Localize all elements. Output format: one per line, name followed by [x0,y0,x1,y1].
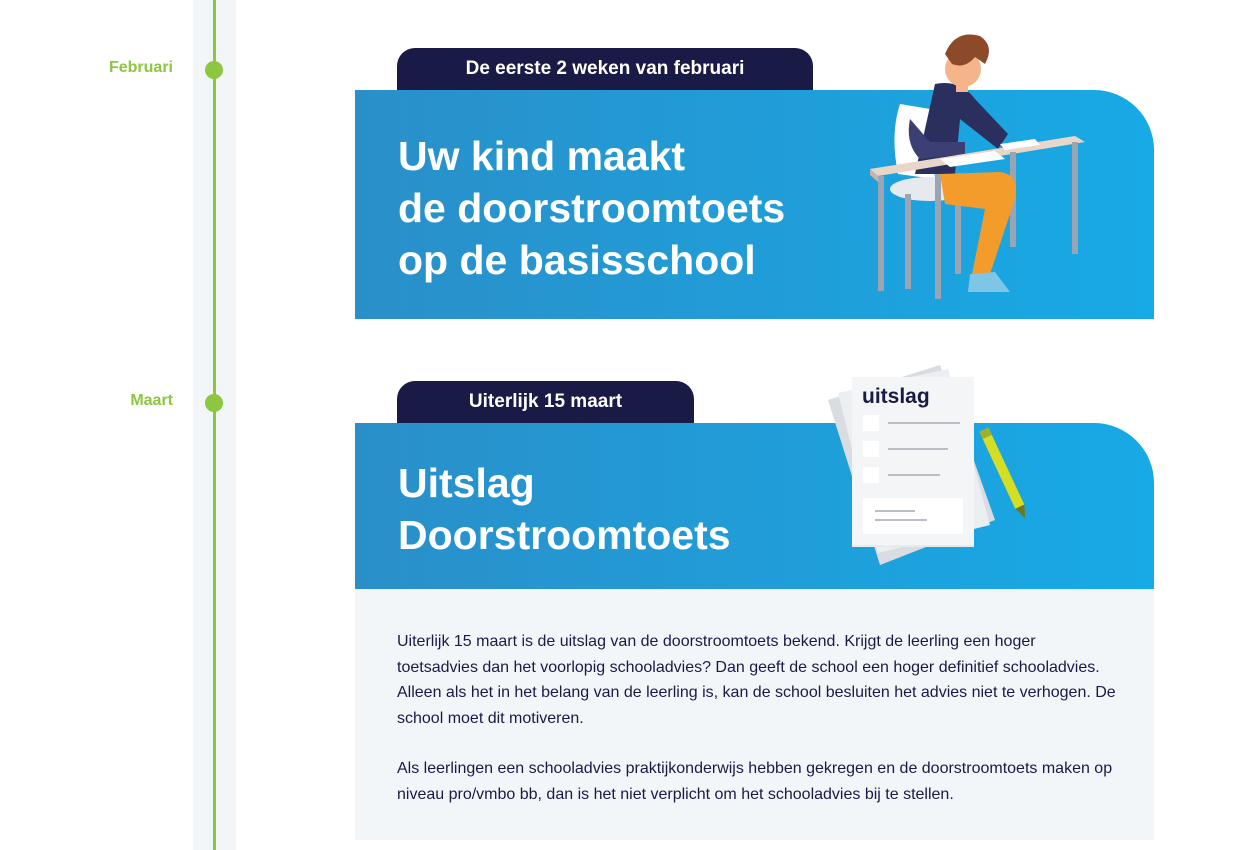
student-at-desk-illustration [860,24,1100,304]
title-line: Uw kind maakt [398,133,686,179]
timeline-dot-februari [205,61,223,79]
card-title-uitslag [398,457,731,561]
explanation-panel [355,589,1154,840]
paragraph-uitslag: Uiterlijk 15 maart is de uitslag van de doorstroomtoets bekend. Krijgt de leerling een hoger toetsadvies dan het voorlopig schooladvies? Dan geeft de school een hoger definitief schooladvies. Alleen als het in het belang van de leerling is, kan de school besluiten het advies niet te verhogen. De school moet dit motiveren. [397,633,1116,727]
title-line: op de basisschool [398,237,756,283]
title-line: de doorstroomtoets [398,185,786,231]
title-line: Uitslag [398,460,535,506]
uitslag-label: uitslag [862,385,930,408]
month-label-februari: Februari [108,59,173,76]
timeline-dot-maart [205,394,223,412]
timeline-line [213,0,216,850]
title-line: Doorstroomtoets [398,512,731,558]
date-tag-februari: De eerste 2 weken van februari [397,48,813,90]
paragraph-praktijkonderwijs: Als leerlingen een schooladvies praktijkonderwijs hebben gekregen en de doorstroomtoets maken op niveau pro/vmbo bb, dan is het niet verplicht om het schooladvies bij te stellen. [397,760,1113,803]
date-tag-maart: Uiterlijk 15 maart [397,381,694,423]
month-label-maart: Maart [130,392,173,409]
card-title-doorstroomtoets [398,130,785,286]
result-document-illustration [820,355,1040,575]
